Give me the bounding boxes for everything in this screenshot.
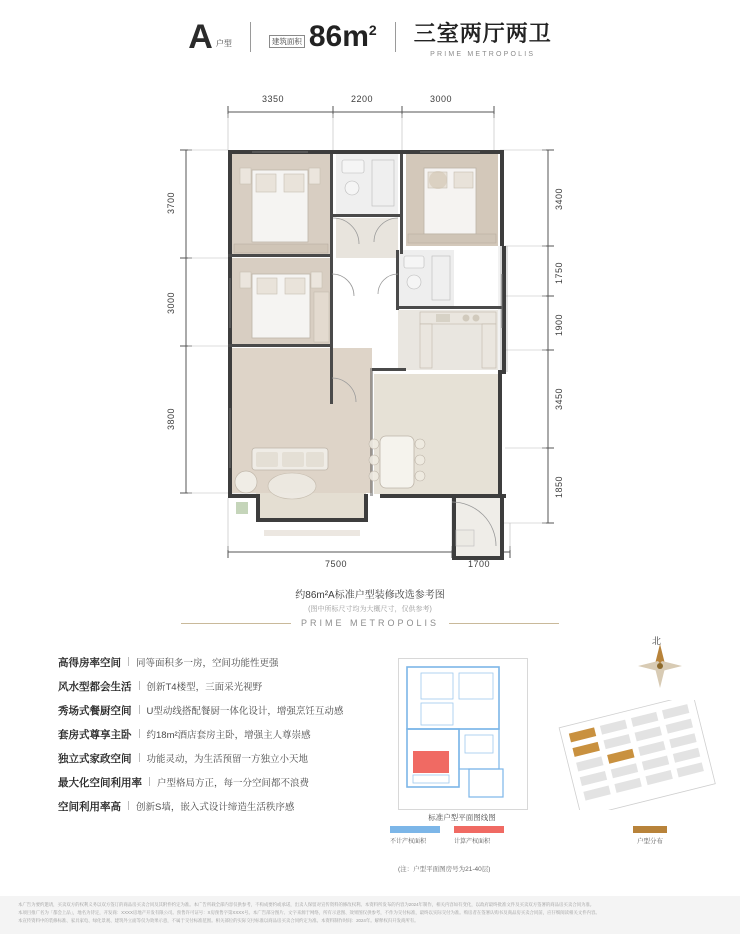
dim-top-3: 3000	[430, 94, 453, 104]
feature-value: 功能灵动，为生活预留一方独立小天地	[146, 754, 309, 765]
legend-label-red: 计算产权面积	[454, 839, 491, 845]
feature-key: 独立式家政空间	[58, 753, 132, 765]
dim-left-2: 3000	[166, 291, 177, 315]
feature-item	[58, 679, 388, 694]
site-legend-swatch	[633, 826, 667, 833]
brand-line-left	[181, 623, 291, 624]
dim-top-1: 3350	[262, 94, 285, 104]
area-tag: 建筑面积	[269, 35, 305, 48]
site-plan	[556, 700, 716, 810]
keyplan-note: (注：户型平面图房号为21-40层)	[398, 866, 491, 873]
dim-right-4: 3450	[554, 387, 565, 411]
dim-right-3: 1900	[554, 313, 565, 337]
feature-value: 创新S墙，嵌入式设计缔造生活秩序感	[136, 802, 295, 813]
page-header	[0, 8, 740, 66]
legend-label-blue: 不计产权面积	[390, 839, 427, 845]
area-block	[269, 22, 377, 52]
brand-name: PRIME METROPOLIS	[300, 618, 439, 628]
feature-key: 高得房率空间	[58, 657, 121, 669]
feature-separator	[139, 753, 140, 762]
dim-top-2: 2200	[351, 94, 374, 104]
dim-right-1: 3400	[554, 187, 565, 211]
feature-separator	[139, 729, 140, 738]
disclaimer-line: 本广告为要约邀请，买卖双方的权利义务以双方签订的商品房买卖合同及其附件约定为准。本广告所载全部内容仅供参考，不构成要约或承诺，出卖人保留对宣传资料的修改权利。本资料所发布的内容为2024年制作，相关内容如有变化，以政府最终批准文件及买卖双方签署的商品房买卖合同为准。	[18, 902, 595, 907]
feature-item	[58, 703, 388, 718]
dim-right-2: 1750	[554, 261, 565, 285]
area-value: $86m^2$	[308, 20, 377, 53]
feature-key: 风水型都会生活	[58, 681, 132, 693]
brand-en-header: PRIME METROPOLIS	[430, 50, 536, 58]
plan-caption-sub: (图中所标尺寸均为大概尺寸，仅供参考)	[308, 606, 432, 613]
keyplan-legend	[390, 826, 540, 845]
header-divider-2	[395, 22, 396, 52]
feature-separator	[128, 657, 129, 666]
disclaimer-line: 本项目推广名为「都会上品」，地名为待定，开发商：XXXX房地产开发有限公司。预售许可证号：X房预售字第XXXX号。本广告部分图片、文字来源于网络，所有示意图、效果图仅供参考，不作为交付标准，最终以实际交付为准。购房者在签署认购书及商品房买卖合同前，应仔细阅读相关文件内容。	[18, 910, 600, 915]
brand-line-right	[449, 623, 559, 624]
compass-icon	[630, 636, 690, 696]
feature-item	[58, 655, 388, 670]
plan-caption	[0, 586, 740, 614]
plan-geometry	[228, 150, 508, 560]
feature-value: U型动线搭配餐厨一体化设计，增强烹饪互动感	[146, 706, 344, 717]
feature-separator	[139, 681, 140, 690]
dim-left-3: 3800	[166, 407, 177, 431]
feature-key: 最大化空间利用率	[58, 777, 142, 789]
feature-item	[58, 751, 388, 766]
feature-value: 户型格局方正，每一分空间都不浪费	[157, 778, 310, 789]
legend-swatch-red	[454, 826, 504, 833]
feature-value: 约18m²酒店套房主卧，增强主人尊崇感	[146, 730, 311, 741]
site-plan-drawing	[556, 700, 716, 810]
feature-item	[58, 775, 388, 790]
unit-letter-sub: 户型	[215, 39, 232, 49]
keyplan-drawing	[399, 659, 525, 807]
feature-value: 同等面积多一房，空间功能性更强	[136, 658, 279, 669]
area-superscript: 2	[368, 22, 377, 38]
feature-separator	[149, 777, 150, 786]
rooms-label: 三室两厅两卫	[413, 20, 552, 46]
unit-letter: A	[188, 18, 213, 56]
dim-bottom-2: 1700	[468, 559, 491, 569]
feature-key: 秀场式餐厨空间	[58, 705, 132, 717]
feature-separator	[128, 801, 129, 810]
header-divider-1	[250, 22, 251, 52]
unit-letter-block	[188, 20, 232, 54]
feature-key: 套房式尊享主卧	[58, 729, 132, 741]
legend-swatch-blue	[390, 826, 440, 833]
brand-divider	[0, 618, 740, 628]
plan-caption-main: 约86m²A标准户型装修改选参考图	[295, 590, 445, 601]
disclaimer	[0, 896, 740, 934]
legend-item-no-area	[390, 826, 440, 845]
dim-left-1: 3700	[166, 191, 177, 215]
feature-separator	[139, 705, 140, 714]
feature-value: 创新T4楼型，三面采光视野	[146, 682, 263, 693]
feature-key: 空间利用率高	[58, 801, 121, 813]
site-legend	[620, 826, 680, 845]
keyplan-title: 标准户型平面图线图	[428, 813, 496, 822]
feature-item	[58, 799, 388, 814]
keyplan-thumbnail	[398, 658, 528, 810]
legend-item-counted-area	[454, 826, 504, 845]
floorplan-area	[0, 78, 740, 578]
dim-right-5: 1850	[554, 475, 565, 499]
site-legend-label: 户型分布	[637, 838, 663, 845]
disclaimer-line: 本宣传资料中的装修标准、家具家电、绿化景观、建筑外立面等仅为效果示意，不属于交付标准范围。相关部位的实际交付标准以商品房买卖合同约定为准。本资料制作时间：2024年。解释权归开发商所有。	[18, 918, 419, 923]
feature-item	[58, 727, 388, 742]
dim-bottom-1: 7500	[325, 559, 348, 569]
plan-drawing	[0, 78, 740, 578]
legend-row	[390, 826, 540, 845]
features-list	[58, 655, 388, 823]
rooms-block	[414, 17, 552, 58]
compass-north-label: 北	[652, 636, 662, 646]
